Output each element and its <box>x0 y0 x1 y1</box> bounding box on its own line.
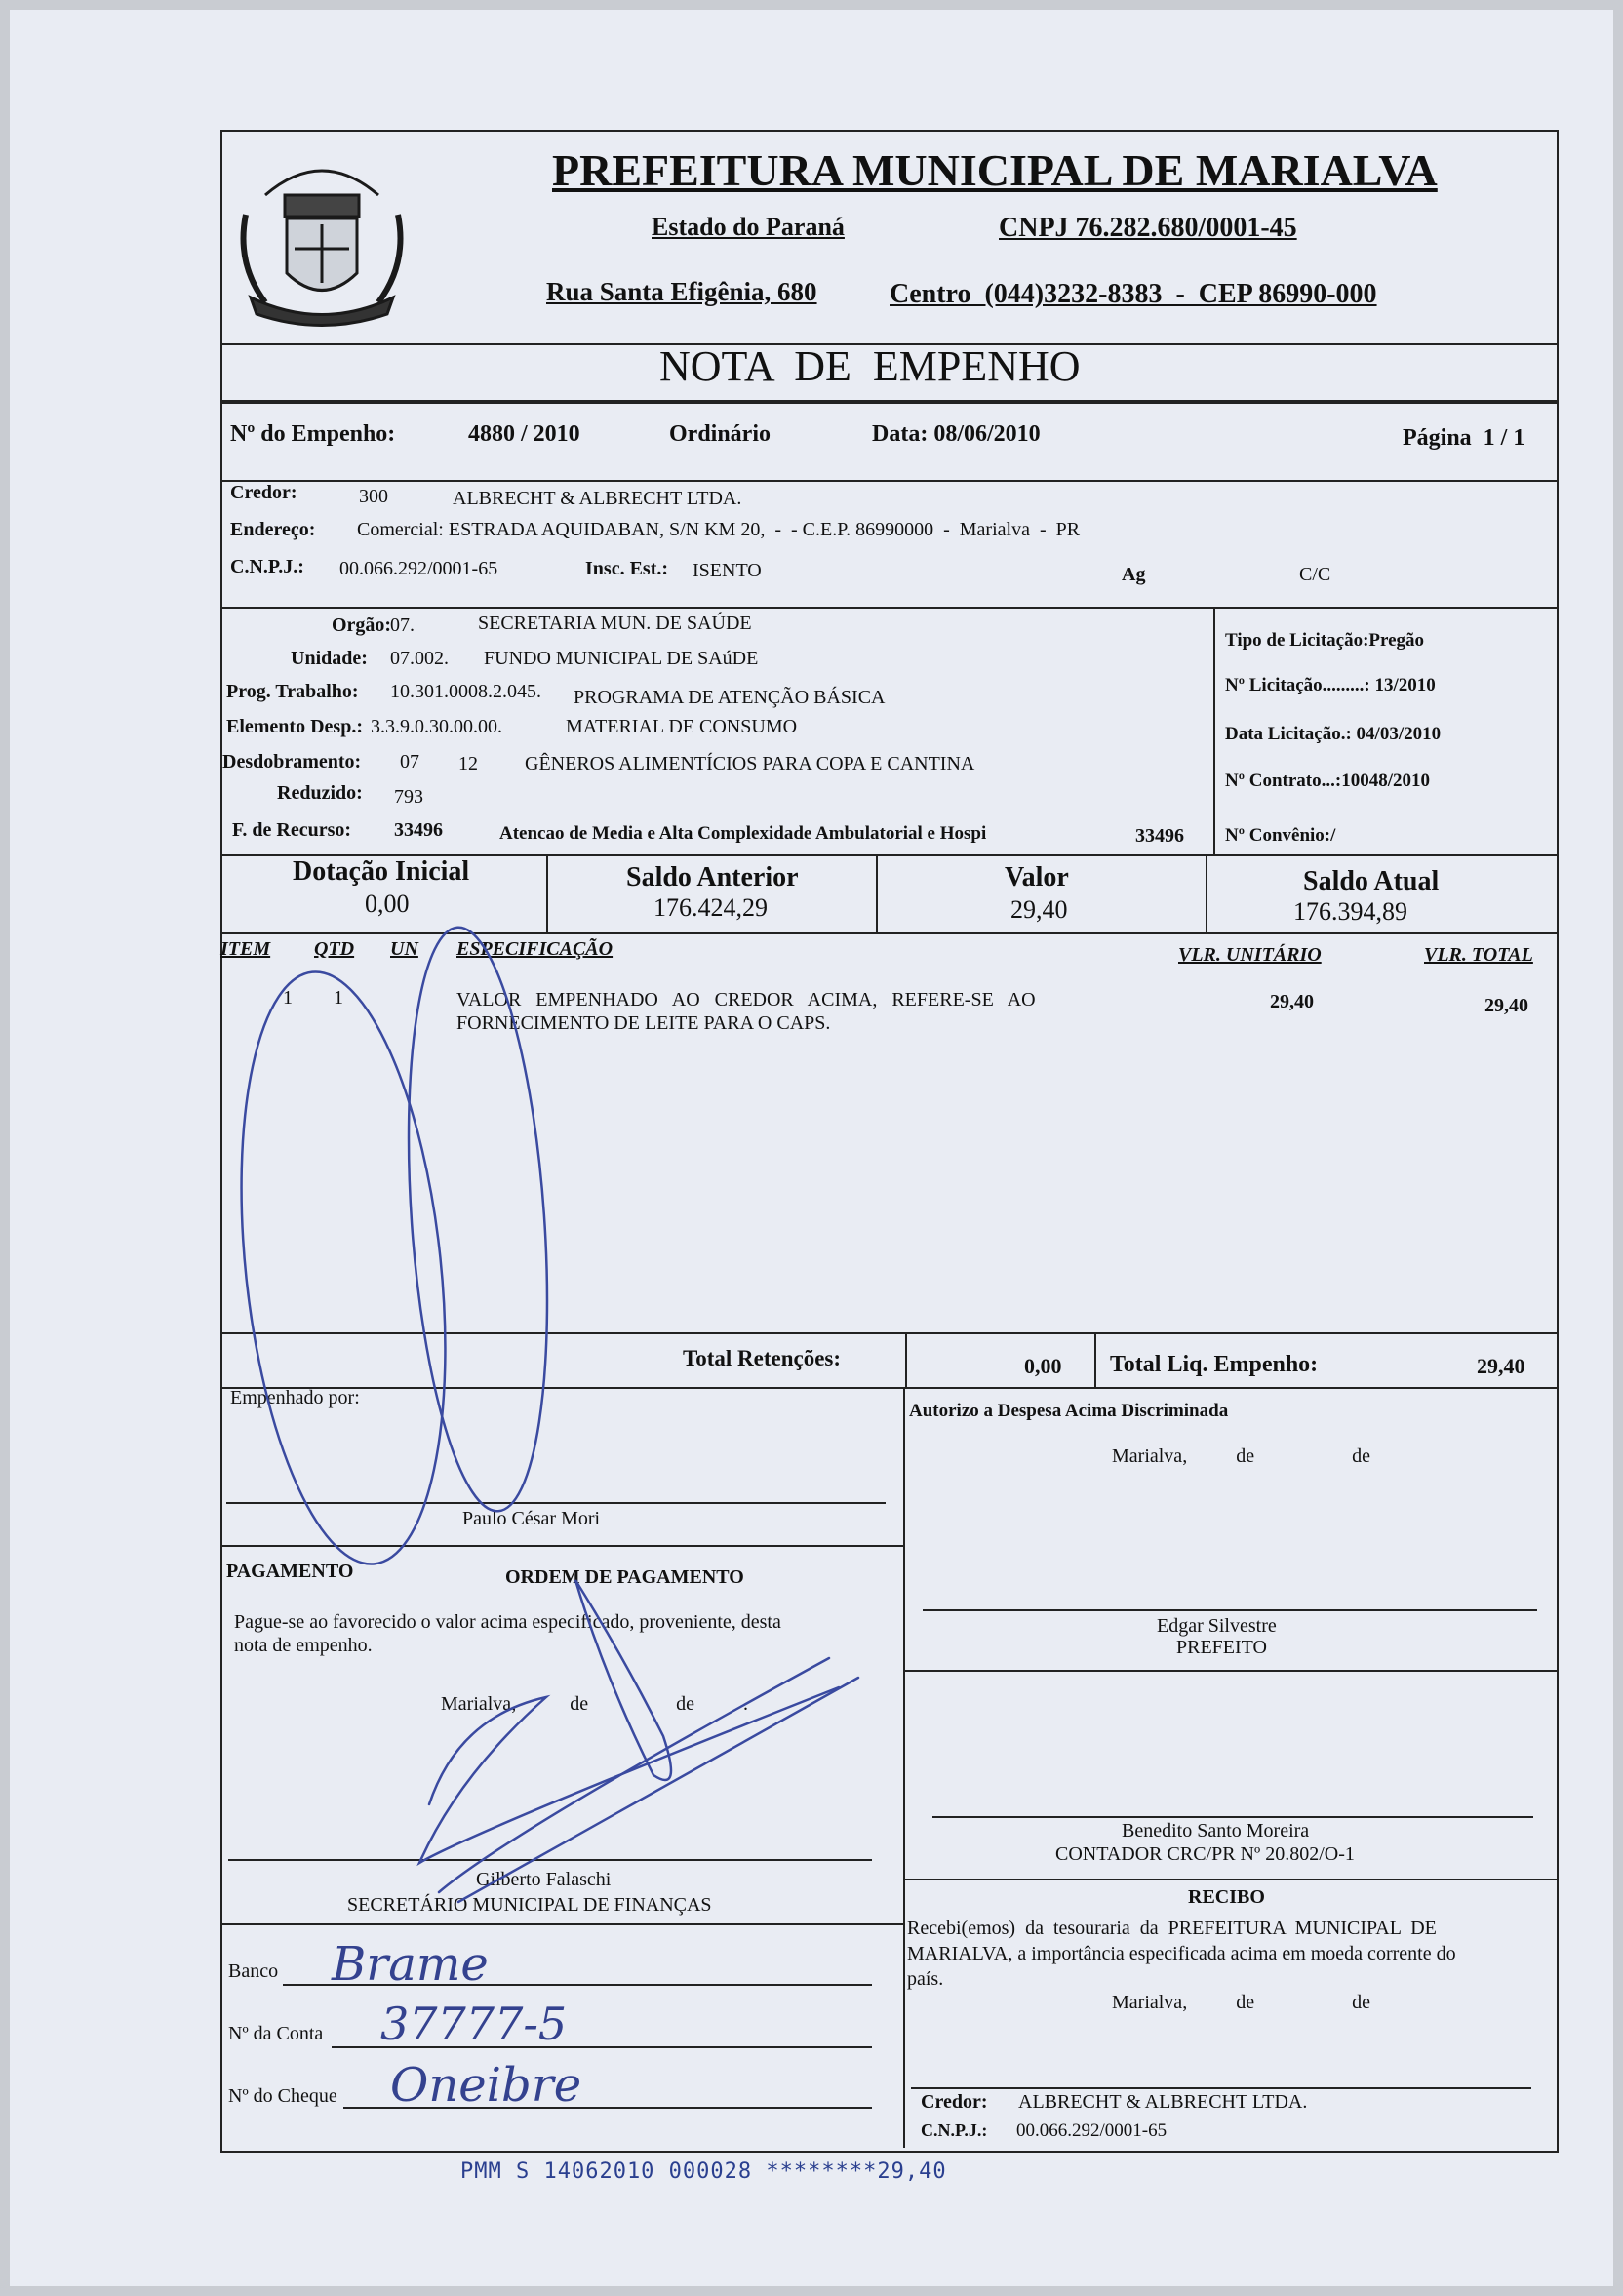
liq-value: 29,40 <box>1477 1354 1525 1378</box>
credor-label: Credor: <box>230 482 297 503</box>
recurso-desc: Atencao de Media e Alta Complexidade Ambulatorial e Hospi <box>499 823 987 844</box>
recibo-text1: Recebi(emos) da tesouraria da PREFEITURA MUNICIPAL DE <box>907 1918 1437 1939</box>
col-vlr-unit: VLR. UNITÁRIO <box>1178 944 1322 966</box>
empenho-type: Ordinário <box>669 421 772 447</box>
pagamento-text2: nota de empenho. <box>234 1635 373 1656</box>
item-vlr-unit: 29,40 <box>1270 991 1314 1012</box>
autorizo-date: Marialva, de de <box>1112 1445 1370 1467</box>
desdob-b: 12 <box>458 753 478 774</box>
orgao-label: Orgão: <box>332 614 392 636</box>
col-vlr-total: VLR. TOTAL <box>1424 944 1533 966</box>
unidade-value: 07.002. <box>390 648 449 669</box>
street-address: Rua Santa Efigênia, 680 <box>546 277 817 306</box>
cnpj-label: C.N.P.J.: <box>230 556 304 577</box>
orgao-desc: SECRETARIA MUN. DE SAÚDE <box>478 613 752 634</box>
cc-label: C/C <box>1299 564 1331 585</box>
saldo-atual-value: 176.394,89 <box>1293 897 1407 926</box>
item-espec-line1: VALOR EMPENHADO AO CREDOR ACIMA, REFERE-SE AO <box>456 989 1036 1010</box>
col-espec: ESPECIFICAÇÃO <box>456 938 614 960</box>
col-un: UN <box>390 938 418 960</box>
document-title: NOTA DE EMPENHO <box>659 342 1081 390</box>
recurso-value: 33496 <box>394 819 443 841</box>
dotacao-value: 0,00 <box>365 890 410 918</box>
contador-name: Benedito Santo Moreira <box>1122 1820 1310 1841</box>
recibo-text2: MARIALVA, a importância especificada acima em moeda corrente do <box>907 1943 1456 1964</box>
desdob-a: 07 <box>400 751 419 772</box>
credor-cnpj: 00.066.292/0001-65 <box>339 558 498 579</box>
licitacao-numero: Nº Licitação.........: 13/2010 <box>1225 675 1436 695</box>
conta-label: Nº da Conta <box>228 2023 324 2044</box>
prog-value: 10.301.0008.2.045. <box>390 681 541 702</box>
retencoes-value: 0,00 <box>1024 1354 1062 1378</box>
address-label: Endereço: <box>230 519 316 540</box>
col-qtd: QTD <box>314 938 355 960</box>
conta-value: 37777-5 <box>380 1998 568 2050</box>
credor-code: 300 <box>359 486 388 507</box>
valor-value: 29,40 <box>1010 895 1068 924</box>
secretario-title: SECRETÁRIO MUNICIPAL DE FINANÇAS <box>347 1894 712 1916</box>
desdob-label: Desdobramento: <box>222 751 362 772</box>
pagamento-text1: Pague-se ao favorecido o valor acima especificado, proveniente, desta <box>234 1611 781 1633</box>
cheque-value: Oneibre <box>390 2058 582 2113</box>
desdob-desc: GÊNEROS ALIMENTÍCIOS PARA COPA E CANTINA <box>525 753 975 774</box>
recurso-label: F. de Recurso: <box>232 819 352 841</box>
prefeito-name: Edgar Silvestre <box>1157 1615 1277 1637</box>
dotacao-label: Dotação Inicial <box>293 856 470 887</box>
empenho-number: 4880 / 2010 <box>468 421 580 447</box>
empenho-number-label: Nº do Empenho: <box>230 421 396 447</box>
payment-stamp: PMM S 14062010 000028 ********29,40 <box>460 2159 947 2184</box>
insc-value: ISENTO <box>693 560 762 581</box>
banco-label: Banco <box>228 1960 279 1982</box>
contact-info: Centro (044)3232-8383 - CEP 86990-000 <box>890 279 1377 309</box>
prefeito-title: PREFEITO <box>1176 1637 1267 1658</box>
empenhado-name: Paulo César Mori <box>462 1508 601 1529</box>
item-vlr-total: 29,40 <box>1484 995 1528 1016</box>
saldo-atual-label: Saldo Atual <box>1303 866 1440 896</box>
retencoes-label: Total Retenções: <box>683 1346 842 1370</box>
banco-value: Brame <box>332 1937 489 1992</box>
reduzido-label: Reduzido: <box>277 782 363 804</box>
credor-address: Comercial: ESTRADA AQUIDABAN, S/N KM 20, - - C.E.P. 86990000 - Marialva - PR <box>357 519 1081 540</box>
liq-label: Total Liq. Empenho: <box>1110 1352 1319 1377</box>
recibo-text3: país. <box>907 1968 944 1990</box>
elemento-label: Elemento Desp.: <box>226 716 363 737</box>
recibo-credor: ALBRECHT & ALBRECHT LTDA. <box>1018 2091 1308 2113</box>
ordem-label: ORDEM DE PAGAMENTO <box>505 1566 744 1588</box>
prog-desc: PROGRAMA DE ATENÇÃO BÁSICA <box>574 687 886 708</box>
item-espec-line2: FORNECIMENTO DE LEITE PARA O CAPS. <box>456 1012 831 1034</box>
licitacao-data: Data Licitação.: 04/03/2010 <box>1225 724 1442 744</box>
valor-label: Valor <box>1005 862 1069 892</box>
prog-label: Prog. Trabalho: <box>226 681 359 702</box>
pagamento-label: PAGAMENTO <box>226 1561 354 1582</box>
credor-name: ALBRECHT & ALBRECHT LTDA. <box>453 488 742 509</box>
ag-label: Ag <box>1122 564 1146 585</box>
insc-label: Insc. Est.: <box>585 558 669 579</box>
saldo-anterior-value: 176.424,29 <box>653 893 768 922</box>
empenho-date: Data: 08/06/2010 <box>872 421 1041 447</box>
autorizo-label: Autorizo a Despesa Acima Discriminada <box>909 1401 1229 1421</box>
pagamento-date: Marialva, de de . <box>441 1693 748 1715</box>
orgao-value: 07. <box>390 614 415 636</box>
state-name: Estado do Paraná <box>652 213 845 241</box>
licitacao-convenio: Nº Convênio:/ <box>1225 825 1336 846</box>
recibo-cnpj-label: C.N.P.J.: <box>921 2120 988 2140</box>
empenhado-por-label: Empenhado por: <box>230 1387 360 1408</box>
unidade-label: Unidade: <box>291 648 368 669</box>
recibo-title: RECIBO <box>1188 1886 1265 1908</box>
recibo-credor-label: Credor: <box>921 2091 988 2113</box>
page-number: Página 1 / 1 <box>1403 425 1525 451</box>
elemento-value: 3.3.9.0.30.00.00. <box>371 716 502 737</box>
recibo-date: Marialva, de de <box>1112 1992 1370 2013</box>
recibo-cnpj: 00.066.292/0001-65 <box>1016 2120 1168 2141</box>
city-title: PREFEITURA MUNICIPAL DE MARIALVA <box>552 145 1438 195</box>
elemento-desc: MATERIAL DE CONSUMO <box>566 716 798 737</box>
recurso-code: 33496 <box>1135 825 1184 847</box>
reduzido-value: 793 <box>394 786 423 808</box>
saldo-anterior-label: Saldo Anterior <box>626 862 799 892</box>
city-cnpj: CNPJ 76.282.680/0001-45 <box>999 213 1297 243</box>
licitacao-contrato: Nº Contrato...:10048/2010 <box>1225 771 1430 791</box>
unidade-desc: FUNDO MUNICIPAL DE SAúDE <box>484 648 759 669</box>
col-item: ITEM <box>220 938 271 960</box>
licitacao-tipo: Tipo de Licitação:Pregão <box>1225 630 1425 651</box>
item-number: 1 <box>283 987 293 1009</box>
cheque-label: Nº do Cheque <box>228 2085 337 2107</box>
secretario-name: Gilberto Falaschi <box>476 1869 612 1890</box>
item-qtd: 1 <box>334 987 343 1009</box>
contador-title: CONTADOR CRC/PR Nº 20.802/O-1 <box>1055 1843 1355 1865</box>
